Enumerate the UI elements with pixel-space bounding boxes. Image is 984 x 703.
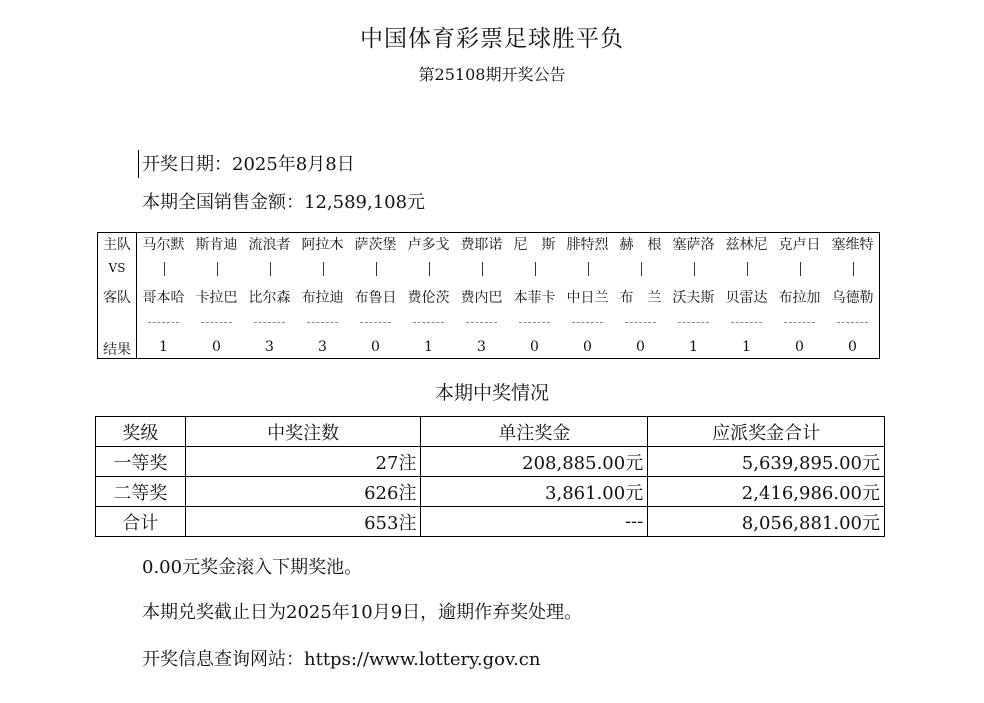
match-column	[190, 233, 243, 358]
home-team: 塞萨洛	[672, 237, 715, 253]
match-column	[455, 233, 508, 358]
dash-separator	[572, 322, 603, 323]
home-team: 腓特烈	[566, 237, 609, 253]
prize-table	[95, 416, 885, 537]
dash-separator	[413, 322, 444, 323]
vs-divider	[853, 262, 854, 276]
away-team: 哥本哈	[142, 290, 185, 306]
home-team: 流浪者	[248, 237, 291, 253]
vs-divider	[800, 262, 801, 276]
vs-divider	[270, 262, 271, 276]
away-team: 本菲卡	[513, 290, 556, 306]
prize-level: 合计	[96, 507, 186, 537]
home-team: 塞维特	[831, 237, 874, 253]
text-cursor	[138, 150, 139, 178]
single-prize: 208,885.00元	[421, 447, 648, 477]
vs-divider	[588, 262, 589, 276]
single-prize: ---	[421, 507, 648, 537]
match-result: 0	[212, 339, 221, 355]
single-prize: 3,861.00元	[421, 477, 648, 507]
dash-separator	[625, 322, 656, 323]
total-prize: 8,056,881.00元	[648, 507, 885, 537]
dash-separator	[307, 322, 338, 323]
match-column	[773, 233, 826, 358]
away-team: 卡拉巴	[195, 290, 238, 306]
match-result: 1	[159, 339, 168, 355]
dash-separator	[731, 322, 762, 323]
dash-separator	[678, 322, 709, 323]
dash-separator	[837, 322, 868, 323]
sales-amount: 本期全国销售金额：12,589,108元	[142, 192, 426, 213]
match-result: 0	[636, 339, 645, 355]
page-title: 中国体育彩票足球胜平负	[360, 26, 624, 52]
match-column	[826, 233, 879, 358]
home-team: 阿拉木	[301, 237, 344, 253]
vs-divider	[641, 262, 642, 276]
website-note: 开奖信息查询网站：https://www.lottery.gov.cn	[142, 649, 541, 670]
match-result: 0	[848, 339, 857, 355]
match-result: 1	[424, 339, 433, 355]
page-subtitle: 第25108期开奖公告	[418, 65, 566, 84]
winner-count: 27注	[185, 447, 421, 477]
match-result: 0	[583, 339, 592, 355]
dash-separator	[360, 322, 391, 323]
match-result: 1	[742, 339, 751, 355]
match-result: 3	[265, 339, 274, 355]
dash-separator	[784, 322, 815, 323]
match-column	[720, 233, 773, 358]
away-team: 沃夫斯	[672, 290, 715, 306]
match-column	[402, 233, 455, 358]
prize-table-header	[96, 417, 885, 447]
match-result: 1	[689, 339, 698, 355]
vs-divider	[164, 262, 165, 276]
match-result: 3	[477, 339, 486, 355]
vs-divider	[694, 262, 695, 276]
away-team: 布 兰	[619, 290, 662, 306]
away-team: 布鲁日	[354, 290, 397, 306]
dash-separator	[466, 322, 497, 323]
home-team: 尼 斯	[513, 237, 556, 253]
away-team: 乌德勒	[831, 290, 874, 306]
match-column	[296, 233, 349, 358]
dash-separator	[254, 322, 285, 323]
match-table	[97, 232, 880, 359]
table-row	[96, 447, 885, 477]
away-team: 比尔森	[248, 290, 291, 306]
prize-level: 二等奖	[96, 477, 186, 507]
match-column	[508, 233, 561, 358]
away-team: 费伦茨	[407, 290, 450, 306]
vs-divider	[747, 262, 748, 276]
winner-count: 626注	[185, 477, 421, 507]
away-team: 中日兰	[566, 290, 609, 306]
prize-section-title: 本期中奖情况	[434, 382, 549, 404]
home-label: 主队	[103, 237, 131, 253]
match-result: 0	[371, 339, 380, 355]
away-team: 布拉迪	[301, 290, 344, 306]
match-column	[614, 233, 667, 358]
column-header-single: 单注奖金	[421, 417, 648, 447]
dash-separator	[201, 322, 232, 323]
vs-divider	[323, 262, 324, 276]
result-label: 结果	[103, 342, 131, 358]
rollover-note: 0.00元奖金滚入下期奖池。	[142, 557, 363, 578]
match-result: 0	[530, 339, 539, 355]
vs-label: VS	[108, 261, 126, 275]
home-team: 赫 根	[619, 237, 662, 253]
vs-divider	[217, 262, 218, 276]
match-column	[137, 233, 190, 358]
draw-date: 开奖日期：2025年8月8日	[142, 154, 355, 175]
deadline-note: 本期兑奖截止日为2025年10月9日，逾期作弃奖处理。	[142, 602, 583, 623]
match-column	[243, 233, 296, 358]
match-row-labels	[98, 233, 137, 358]
column-header-count: 中奖注数	[185, 417, 421, 447]
home-team: 卢多戈	[407, 237, 450, 253]
table-row	[96, 477, 885, 507]
winner-count: 653注	[185, 507, 421, 537]
away-team: 贝雷达	[725, 290, 768, 306]
table-row	[96, 507, 885, 537]
vs-divider	[535, 262, 536, 276]
match-column	[667, 233, 720, 358]
home-team: 斯肯迪	[195, 237, 238, 253]
total-prize: 2,416,986.00元	[648, 477, 885, 507]
home-team: 马尔默	[142, 237, 185, 253]
match-column	[349, 233, 402, 358]
away-team: 布拉加	[778, 290, 821, 306]
match-result: 0	[795, 339, 804, 355]
vs-divider	[376, 262, 377, 276]
home-team: 兹林尼	[725, 237, 768, 253]
away-team: 费内巴	[460, 290, 503, 306]
column-header-total: 应派奖金合计	[648, 417, 885, 447]
dash-separator	[148, 322, 179, 323]
vs-divider	[429, 262, 430, 276]
prize-level: 一等奖	[96, 447, 186, 477]
dash-separator	[519, 322, 550, 323]
total-prize: 5,639,895.00元	[648, 447, 885, 477]
home-team: 克卢日	[778, 237, 821, 253]
match-column	[561, 233, 614, 358]
vs-divider	[482, 262, 483, 276]
home-team: 费耶诺	[460, 237, 503, 253]
home-team: 萨茨堡	[354, 237, 397, 253]
column-header-level: 奖级	[96, 417, 186, 447]
away-label: 客队	[103, 290, 131, 306]
match-result: 3	[318, 339, 327, 355]
